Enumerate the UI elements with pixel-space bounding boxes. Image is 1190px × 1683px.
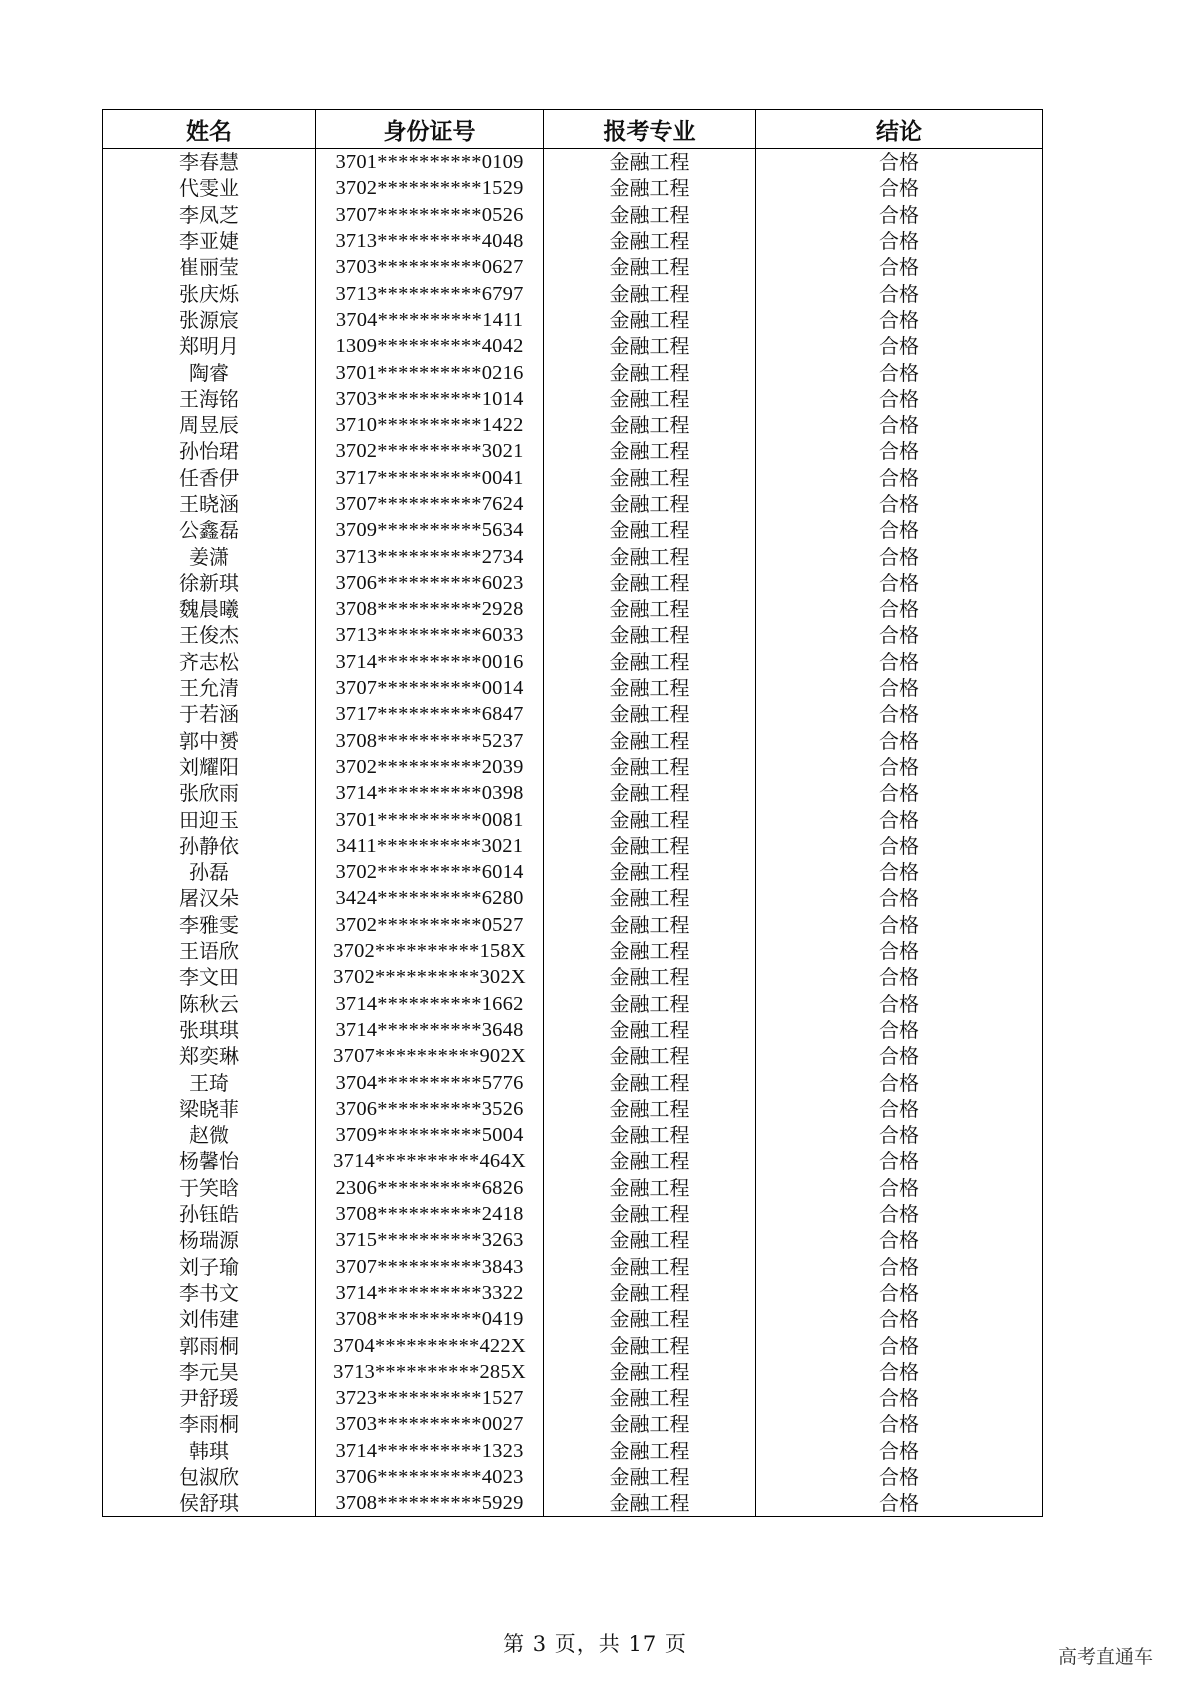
- cell-name: 孙磊: [103, 859, 316, 885]
- cell-major: 金融工程: [544, 622, 756, 648]
- table-row: [103, 1385, 1043, 1411]
- cell-id-number: 3703**********0027: [316, 1411, 544, 1437]
- cell-conclusion: 合格: [879, 807, 919, 832]
- results-table: [102, 109, 1043, 1517]
- cell-name: 代雯业: [103, 175, 316, 201]
- cell-conclusion: 合格: [879, 1044, 919, 1069]
- cell-major: 金融工程: [544, 438, 756, 464]
- table-row: [103, 1438, 1043, 1464]
- cell-conclusion: 合格: [879, 886, 919, 911]
- cell-conclusion: 合格: [879, 229, 919, 254]
- cell-id-number: 1309**********4042: [316, 333, 544, 359]
- cell-conclusion: 合格: [879, 939, 919, 964]
- cell-major: 金融工程: [544, 912, 756, 938]
- table-row: [103, 1043, 1043, 1069]
- cell-conclusion: 合格: [879, 912, 919, 937]
- cell-name: 刘伟建: [103, 1306, 316, 1332]
- cell-major: 金融工程: [544, 570, 756, 596]
- cell-major: 金融工程: [544, 1253, 756, 1279]
- cell-name: 郭中赟: [103, 728, 316, 754]
- table-row: [103, 938, 1043, 964]
- table-row: [103, 386, 1043, 412]
- cell-name: 周昱辰: [103, 412, 316, 438]
- cell-id-number: 3707**********7624: [316, 491, 544, 517]
- cell-major: 金融工程: [544, 1175, 756, 1201]
- cell-major: 金融工程: [544, 1096, 756, 1122]
- table-row: [103, 1332, 1043, 1358]
- cell-name: 徐新琪: [103, 570, 316, 596]
- cell-major: 金融工程: [544, 1490, 756, 1517]
- table-row: [103, 517, 1043, 543]
- table-row: [103, 307, 1043, 333]
- cell-conclusion: 合格: [879, 991, 919, 1016]
- cell-major: 金融工程: [544, 596, 756, 622]
- cell-conclusion: 合格: [879, 1070, 919, 1095]
- table-row: [103, 1280, 1043, 1306]
- cell-conclusion: 合格: [879, 1464, 919, 1489]
- cell-major: 金融工程: [544, 307, 756, 333]
- table-row: [103, 701, 1043, 727]
- cell-name: 王海铭: [103, 386, 316, 412]
- cell-name: 于笑晗: [103, 1175, 316, 1201]
- cell-id-number: 3717**********6847: [316, 701, 544, 727]
- cell-major: 金融工程: [544, 1359, 756, 1385]
- cell-name: 崔丽莹: [103, 254, 316, 280]
- cell-conclusion: 合格: [879, 1096, 919, 1121]
- table-row: [103, 1227, 1043, 1253]
- cell-conclusion: 合格: [879, 1412, 919, 1437]
- table-row: [103, 964, 1043, 990]
- table-row: [103, 1253, 1043, 1279]
- cell-conclusion: 合格: [879, 1175, 919, 1200]
- cell-conclusion: 合格: [879, 1333, 919, 1358]
- cell-major: 金融工程: [544, 1332, 756, 1358]
- cell-conclusion: 合格: [879, 965, 919, 990]
- table-row: [103, 1017, 1043, 1043]
- cell-id-number: 3714**********464X: [316, 1148, 544, 1174]
- cell-conclusion: 合格: [879, 1438, 919, 1463]
- cell-name: 赵微: [103, 1122, 316, 1148]
- cell-conclusion: 合格: [879, 1228, 919, 1253]
- cell-name: 梁晓菲: [103, 1096, 316, 1122]
- cell-id-number: 3704**********5776: [316, 1069, 544, 1095]
- cell-major: 金融工程: [544, 885, 756, 911]
- cell-name: 刘子瑜: [103, 1253, 316, 1279]
- cell-major: 金融工程: [544, 1306, 756, 1332]
- cell-conclusion: 合格: [879, 334, 919, 359]
- cell-id-number: 3709**********5634: [316, 517, 544, 543]
- cell-name: 张庆烁: [103, 280, 316, 306]
- cell-conclusion: 合格: [879, 860, 919, 885]
- cell-id-number: 3706**********3526: [316, 1096, 544, 1122]
- cell-id-number: 3703**********0627: [316, 254, 544, 280]
- cell-id-number: 3714**********1323: [316, 1438, 544, 1464]
- table-row: [103, 280, 1043, 306]
- cell-name: 齐志松: [103, 649, 316, 675]
- table-body: [103, 149, 1043, 1517]
- cell-id-number: 3702**********158X: [316, 938, 544, 964]
- cell-major: 金融工程: [544, 754, 756, 780]
- header-id-number: 身份证号: [316, 110, 544, 149]
- cell-major: 金融工程: [544, 228, 756, 254]
- cell-major: 金融工程: [544, 701, 756, 727]
- cell-name: 郭雨桐: [103, 1332, 316, 1358]
- cell-id-number: 3704**********422X: [316, 1332, 544, 1358]
- table-row: [103, 859, 1043, 885]
- cell-id-number: 3708**********2418: [316, 1201, 544, 1227]
- cell-id-number: 3701**********0081: [316, 806, 544, 832]
- cell-name: 李春慧: [103, 149, 316, 176]
- cell-id-number: 3706**********4023: [316, 1464, 544, 1490]
- cell-id-number: 3714**********0398: [316, 780, 544, 806]
- cell-conclusion: 合格: [879, 649, 919, 674]
- cell-major: 金融工程: [544, 991, 756, 1017]
- cell-conclusion: 合格: [879, 1149, 919, 1174]
- cell-id-number: 3708**********5237: [316, 728, 544, 754]
- cell-id-number: 3713**********285X: [316, 1359, 544, 1385]
- cell-id-number: 3713**********4048: [316, 228, 544, 254]
- cell-major: 金融工程: [544, 833, 756, 859]
- cell-id-number: 2306**********6826: [316, 1175, 544, 1201]
- cell-conclusion: 合格: [879, 1307, 919, 1332]
- cell-id-number: 3702**********302X: [316, 964, 544, 990]
- cell-name: 张欣雨: [103, 780, 316, 806]
- cell-id-number: 3703**********1014: [316, 386, 544, 412]
- cell-conclusion: 合格: [879, 176, 919, 201]
- cell-major: 金融工程: [544, 806, 756, 832]
- cell-name: 王琦: [103, 1069, 316, 1095]
- cell-major: 金融工程: [544, 1148, 756, 1174]
- cell-conclusion: 合格: [879, 1123, 919, 1148]
- cell-id-number: 3704**********1411: [316, 307, 544, 333]
- cell-major: 金融工程: [544, 780, 756, 806]
- cell-conclusion: 合格: [879, 1359, 919, 1384]
- header-name: 姓名: [103, 110, 316, 149]
- cell-conclusion: 合格: [879, 1386, 919, 1411]
- cell-conclusion: 合格: [879, 281, 919, 306]
- cell-conclusion: 合格: [879, 255, 919, 280]
- cell-name: 郑奕琳: [103, 1043, 316, 1069]
- table-row: [103, 885, 1043, 911]
- cell-name: 于若涵: [103, 701, 316, 727]
- table-row: [103, 1201, 1043, 1227]
- cell-conclusion: 合格: [879, 492, 919, 516]
- table-row: [103, 675, 1043, 701]
- cell-major: 金融工程: [544, 491, 756, 517]
- cell-major: 金融工程: [544, 1017, 756, 1043]
- cell-conclusion: 合格: [879, 150, 919, 175]
- table-row: [103, 175, 1043, 201]
- table-row: [103, 1122, 1043, 1148]
- cell-name: 郑明月: [103, 333, 316, 359]
- table-row: [103, 912, 1043, 938]
- table-row: [103, 596, 1043, 622]
- cell-major: 金融工程: [544, 1201, 756, 1227]
- table-row: [103, 491, 1043, 517]
- cell-name: 王允清: [103, 675, 316, 701]
- cell-conclusion: 合格: [879, 544, 919, 569]
- cell-name: 李文田: [103, 964, 316, 990]
- cell-name: 屠汉朵: [103, 885, 316, 911]
- cell-id-number: 3708**********2928: [316, 596, 544, 622]
- table-row: [103, 543, 1043, 569]
- cell-major: 金融工程: [544, 254, 756, 280]
- cell-conclusion: 合格: [879, 518, 919, 543]
- cell-name: 杨瑞源: [103, 1227, 316, 1253]
- cell-name: 张源宸: [103, 307, 316, 333]
- cell-major: 金融工程: [544, 1122, 756, 1148]
- cell-major: 金融工程: [544, 175, 756, 201]
- cell-major: 金融工程: [544, 1385, 756, 1411]
- cell-name: 李亚婕: [103, 228, 316, 254]
- cell-conclusion: 合格: [879, 1254, 919, 1279]
- cell-name: 杨馨怡: [103, 1148, 316, 1174]
- cell-conclusion: 合格: [879, 754, 919, 779]
- table-row: [103, 412, 1043, 438]
- cell-name: 包淑欣: [103, 1464, 316, 1490]
- cell-id-number: 3717**********0041: [316, 465, 544, 491]
- cell-id-number: 3714**********0016: [316, 649, 544, 675]
- cell-name: 李书文: [103, 1280, 316, 1306]
- header-major: 报考专业: [544, 110, 756, 149]
- cell-conclusion: 合格: [879, 833, 919, 858]
- cell-id-number: 3702**********6014: [316, 859, 544, 885]
- cell-id-number: 3713**********2734: [316, 543, 544, 569]
- cell-conclusion: 合格: [879, 1280, 919, 1305]
- table-row: [103, 991, 1043, 1017]
- cell-name: 李雨桐: [103, 1411, 316, 1437]
- cell-conclusion: 合格: [879, 676, 919, 701]
- table-row: [103, 1411, 1043, 1437]
- cell-id-number: 3708**********5929: [316, 1490, 544, 1517]
- cell-major: 金融工程: [544, 859, 756, 885]
- table-row: [103, 833, 1043, 859]
- table-row: [103, 570, 1043, 596]
- cell-major: 金融工程: [544, 359, 756, 385]
- cell-id-number: 3701**********0109: [316, 149, 544, 176]
- table-row: [103, 149, 1043, 176]
- cell-id-number: 3702**********3021: [316, 438, 544, 464]
- cell-id-number: 3707**********0014: [316, 675, 544, 701]
- table-row: [103, 780, 1043, 806]
- table-row: [103, 333, 1043, 359]
- cell-major: 金融工程: [544, 1280, 756, 1306]
- cell-major: 金融工程: [544, 465, 756, 491]
- cell-conclusion: 合格: [879, 202, 919, 227]
- cell-name: 王晓涵: [103, 491, 316, 517]
- cell-name: 孙怡珺: [103, 438, 316, 464]
- cell-major: 金融工程: [544, 517, 756, 543]
- cell-major: 金融工程: [544, 202, 756, 228]
- table-row: [103, 1464, 1043, 1490]
- table-row: [103, 1175, 1043, 1201]
- cell-id-number: 3702**********2039: [316, 754, 544, 780]
- table-row: [103, 228, 1043, 254]
- cell-major: 金融工程: [544, 1411, 756, 1437]
- table-row: [103, 438, 1043, 464]
- cell-id-number: 3713**********6033: [316, 622, 544, 648]
- table-row: [103, 728, 1043, 754]
- cell-major: 金融工程: [544, 728, 756, 754]
- watermark: 高考直通车: [1058, 1646, 1154, 1668]
- page-number: 第 3 页，共 17 页: [503, 1632, 687, 1656]
- cell-major: 金融工程: [544, 543, 756, 569]
- table-row: [103, 1069, 1043, 1095]
- cell-conclusion: 合格: [879, 728, 919, 753]
- table-row: [103, 254, 1043, 280]
- cell-name: 刘耀阳: [103, 754, 316, 780]
- cell-id-number: 3714**********3648: [316, 1017, 544, 1043]
- cell-conclusion: 合格: [879, 413, 919, 438]
- table-header-row: [103, 110, 1043, 149]
- cell-id-number: 3424**********6280: [316, 885, 544, 911]
- cell-conclusion: 合格: [879, 1202, 919, 1227]
- cell-id-number: 3723**********1527: [316, 1385, 544, 1411]
- cell-major: 金融工程: [544, 1438, 756, 1464]
- table-row: [103, 359, 1043, 385]
- cell-id-number: 3710**********1422: [316, 412, 544, 438]
- cell-id-number: 3714**********3322: [316, 1280, 544, 1306]
- cell-name: 张琪琪: [103, 1017, 316, 1043]
- cell-id-number: 3708**********0419: [316, 1306, 544, 1332]
- cell-conclusion: 合格: [879, 465, 919, 490]
- table-row: [103, 1306, 1043, 1332]
- cell-id-number: 3709**********5004: [316, 1122, 544, 1148]
- cell-major: 金融工程: [544, 1464, 756, 1490]
- cell-conclusion: 合格: [879, 307, 919, 332]
- cell-conclusion: 合格: [879, 386, 919, 411]
- cell-name: 孙静依: [103, 833, 316, 859]
- cell-id-number: 3707**********0526: [316, 202, 544, 228]
- cell-major: 金融工程: [544, 964, 756, 990]
- cell-name: 田迎玉: [103, 806, 316, 832]
- cell-name: 李雅雯: [103, 912, 316, 938]
- cell-conclusion: 合格: [879, 1491, 919, 1516]
- cell-name: 侯舒琪: [103, 1490, 316, 1517]
- cell-major: 金融工程: [544, 412, 756, 438]
- table-row: [103, 622, 1043, 648]
- cell-name: 陈秋云: [103, 991, 316, 1017]
- cell-conclusion: 合格: [879, 360, 919, 385]
- cell-major: 金融工程: [544, 386, 756, 412]
- cell-name: 姜潇: [103, 543, 316, 569]
- cell-id-number: 3713**********6797: [316, 280, 544, 306]
- table-row: [103, 754, 1043, 780]
- cell-id-number: 3702**********0527: [316, 912, 544, 938]
- cell-name: 孙钰皓: [103, 1201, 316, 1227]
- cell-major: 金融工程: [544, 649, 756, 675]
- cell-major: 金融工程: [544, 938, 756, 964]
- cell-conclusion: 合格: [879, 597, 919, 622]
- table-row: [103, 202, 1043, 228]
- cell-major: 金融工程: [544, 149, 756, 176]
- cell-conclusion: 合格: [879, 623, 919, 648]
- cell-name: 李元昊: [103, 1359, 316, 1385]
- cell-major: 金融工程: [544, 1043, 756, 1069]
- table-row: [103, 465, 1043, 491]
- cell-name: 陶睿: [103, 359, 316, 385]
- cell-id-number: 3715**********3263: [316, 1227, 544, 1253]
- cell-id-number: 3707**********3843: [316, 1253, 544, 1279]
- cell-conclusion: 合格: [879, 439, 919, 464]
- cell-id-number: 3714**********1662: [316, 991, 544, 1017]
- cell-id-number: 3411**********3021: [316, 833, 544, 859]
- cell-name: 任香伊: [103, 465, 316, 491]
- cell-conclusion: 合格: [879, 570, 919, 595]
- cell-major: 金融工程: [544, 675, 756, 701]
- cell-name: 魏晨曦: [103, 596, 316, 622]
- cell-id-number: 3702**********1529: [316, 175, 544, 201]
- cell-major: 金融工程: [544, 280, 756, 306]
- table-row: [103, 1148, 1043, 1174]
- cell-name: 尹舒瑗: [103, 1385, 316, 1411]
- cell-id-number: 3707**********902X: [316, 1043, 544, 1069]
- cell-conclusion: 合格: [879, 781, 919, 806]
- cell-name: 韩琪: [103, 1438, 316, 1464]
- table-row: [103, 806, 1043, 832]
- cell-conclusion: 合格: [879, 702, 919, 727]
- cell-major: 金融工程: [544, 1069, 756, 1095]
- cell-name: 王语欣: [103, 938, 316, 964]
- table-row: [103, 1359, 1043, 1385]
- table-row: [103, 1096, 1043, 1122]
- cell-major: 金融工程: [544, 1227, 756, 1253]
- cell-name: 公鑫磊: [103, 517, 316, 543]
- cell-conclusion: 合格: [879, 1017, 919, 1042]
- cell-name: 李凤芝: [103, 202, 316, 228]
- header-conclusion: 结论: [756, 110, 1043, 149]
- cell-id-number: 3701**********0216: [316, 359, 544, 385]
- cell-id-number: 3706**********6023: [316, 570, 544, 596]
- cell-name: 王俊杰: [103, 622, 316, 648]
- table-row: [103, 1490, 1043, 1517]
- cell-major: 金融工程: [544, 333, 756, 359]
- table-row: [103, 649, 1043, 675]
